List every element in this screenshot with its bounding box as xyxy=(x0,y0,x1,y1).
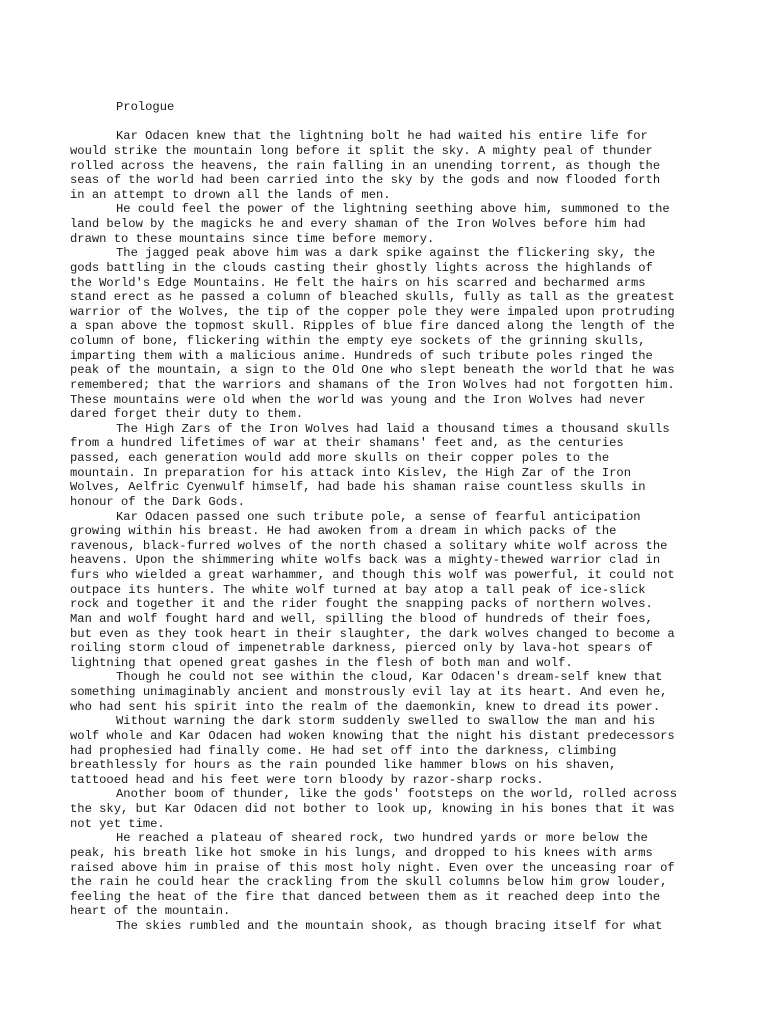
text-line: Another boom of thunder, like the gods' footsteps on the world, rolled across xyxy=(116,787,677,802)
paragraph xyxy=(70,670,710,714)
text-line: heavens. Upon the shimmering white wolfs back was a mighty-thewed warrior clad in xyxy=(70,553,661,568)
text-line: furs who wielded a great warhammer, and though this wolf was powerful, it could not xyxy=(70,568,675,582)
text-line: would strike the mountain long before it split the sky. A mighty peal of thunder xyxy=(70,143,653,158)
text-line: The skies rumbled and the mountain shook, as though bracing itself for what xyxy=(116,919,663,933)
text-line: column of bone, flickering within the empty eye sockets of the grinning skulls, xyxy=(70,334,646,348)
text-line: remembered; that the warriors and shamans of the Iron Wolves had not forgotten him. xyxy=(70,377,675,392)
text-line: from a hundred lifetimes of war at their shamans' feet and, as the centuries xyxy=(70,436,624,451)
text-line: gods battling in the clouds casting their ghostly lights across the highlands of xyxy=(70,260,653,275)
text-line: seas of the world had been carried into the sky by the gods and now flooded forth xyxy=(70,173,661,188)
text-line: These mountains were old when the world was young and the Iron Wolves had never xyxy=(70,392,646,407)
text-line: honour of the Dark Gods. xyxy=(70,494,245,509)
text-line: The High Zars of the Iron Wolves had laid a thousand times a thousand skulls xyxy=(116,421,670,436)
text-line: outpace its hunters. The white wolf turned at bay atop a tall peak of ice-slick xyxy=(70,582,646,597)
text-line: The jagged peak above him was a dark spike against the flickering sky, the xyxy=(116,246,656,261)
text-line: Wolves, Aelfric Cyenwulf himself, had bade his shaman raise countless skulls in xyxy=(70,480,646,495)
text-line: Man and wolf fought hard and well, spilling the blood of hundreds of their foes, xyxy=(70,611,653,626)
text-line: Kar Odacen knew that the lightning bolt he had waited his entire life for xyxy=(116,129,648,144)
text-line: tattooed head and his feet were torn bloody by razor-sharp rocks. xyxy=(70,772,544,787)
text-line: something unimaginably ancient and monstrously evil lay at its heart. And even he, xyxy=(70,685,668,699)
paragraph xyxy=(70,422,710,510)
text-line: raised above him in praise of this most holy night. Even over the unceasing roar of xyxy=(70,860,675,875)
text-line: a span above the topmost skull. Ripples of blue fire danced along the length of the xyxy=(70,319,675,334)
document-body xyxy=(70,100,710,934)
text-line: passed, each generation would add more skulls on their copper poles to the xyxy=(70,451,610,465)
text-line: peak of the mountain, a sign to the Old One who slept beneath the world that he was xyxy=(70,363,675,378)
paragraph xyxy=(70,787,710,831)
text-line: warrior of the Wolves, the tip of the copper pole they were impaled upon protruding xyxy=(70,304,675,319)
text-line: roiling storm cloud of impenetrable darkness, pierced only by lava-hot spears of xyxy=(70,641,653,656)
text-line: the sky, but Kar Odacen did not bother to look up, knowing in his bones that it was xyxy=(70,802,675,816)
paragraph xyxy=(70,919,710,934)
text-line: dared forget their duty to them. xyxy=(70,407,304,422)
text-line: ravenous, black-furred wolves of the north chased a solitary white wolf across the xyxy=(70,538,668,553)
paragraph xyxy=(70,510,710,671)
text-line: Though he could not see within the cloud, Kar Odacen's dream-self knew that xyxy=(116,670,663,685)
text-line: rock and together it and the rider fought the snapping packs of northern wolves. xyxy=(70,597,653,612)
text-line: in an attempt to drown all the lands of men. xyxy=(70,187,391,202)
text-line: growing within his breast. He had awoken from a dream in which packs of the xyxy=(70,524,617,539)
paragraph xyxy=(70,714,710,787)
text-line: but even as they took heart in their slaughter, the dark wolves changed to become a xyxy=(70,626,675,641)
text-line: He reached a plateau of sheared rock, two hundred yards or more below the xyxy=(116,831,648,846)
text-line: breathlessly for hours as the rain pounded like hammer blows on his shaven, xyxy=(70,758,617,773)
paragraph-list xyxy=(70,129,710,933)
text-line: drawn to these mountains since time before memory. xyxy=(70,231,435,246)
text-line: who had sent his spirit into the realm of the daemonkin, knew to dread its power. xyxy=(70,699,661,714)
paragraph xyxy=(70,246,710,422)
text-line: land below by the magicks he and every shaman of the Iron Wolves before him had xyxy=(70,217,646,231)
paragraph xyxy=(70,831,710,919)
text-line: heart of the mountain. xyxy=(70,904,231,919)
paragraph xyxy=(70,129,710,202)
text-line: imparting them with a malicious anime. Hundreds of such tribute poles ringed the xyxy=(70,348,653,363)
text-line: the World's Edge Mountains. He felt the hairs on his scarred and becharmed arms xyxy=(70,275,646,290)
text-line: lightning that opened great gashes in the flesh of both man and wolf. xyxy=(70,655,573,670)
text-line: mountain. In preparation for his attack into Kislev, the High Zar of the Iron xyxy=(70,465,631,480)
text-line: had prophesied had finally come. He had set off into the darkness, climbing xyxy=(70,743,617,758)
text-line: the rain he could hear the crackling from the skull columns below him grow louder, xyxy=(70,875,668,890)
text-line: Without warning the dark storm suddenly swelled to swallow the man and his xyxy=(116,714,656,729)
text-line: rolled across the heavens, the rain falling in an unending torrent, as though the xyxy=(70,158,661,173)
text-line: stand erect as he passed a column of bleached skulls, fully as tall as the greatest xyxy=(70,290,675,305)
text-line: wolf whole and Kar Odacen had woken knowing that the night his distant predecessors xyxy=(70,728,675,743)
chapter-heading: Prologue xyxy=(116,100,175,114)
text-line: peak, his breath like hot smoke in his lungs, and dropped to his knees with arms xyxy=(70,845,653,860)
paragraph xyxy=(70,202,710,246)
text-line: Kar Odacen passed one such tribute pole, a sense of fearful anticipation xyxy=(116,509,641,524)
text-line: He could feel the power of the lightning seething above him, summoned to the xyxy=(116,202,670,217)
text-line: not yet time. xyxy=(70,816,165,831)
text-line: feeling the heat of the fire that danced between them as it reached deep into the xyxy=(70,889,661,904)
